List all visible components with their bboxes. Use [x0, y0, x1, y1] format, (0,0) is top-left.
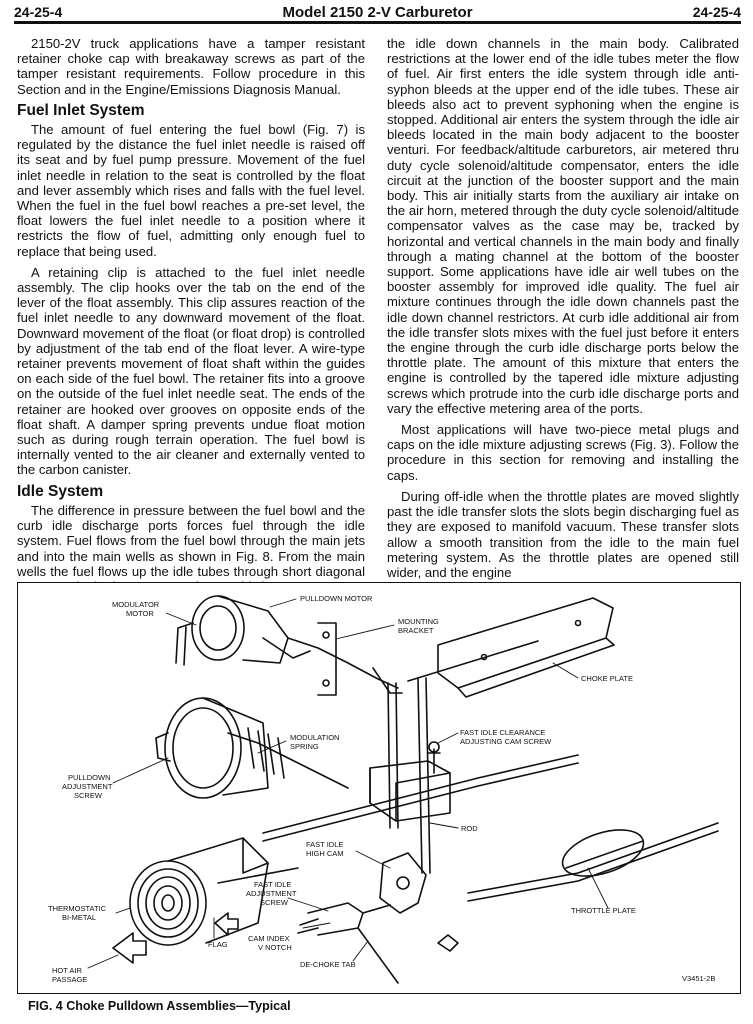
label-pulldown-motor: PULLDOWN MOTOR: [300, 594, 373, 603]
paragraph-intro: 2150-2V truck applications have a tamper resistant retainer choke cap with breakaway screws as part of the tamper resistant requirements. Follow procedure in this Section and in the Engine/Emissions Diagnosis Manual.: [17, 36, 365, 97]
label-modulator-motor-2: MOTOR: [126, 609, 154, 618]
label-flag: FLAG: [208, 940, 228, 949]
paragraph-idle-continued: the idle down channels in the main body. Calibrated restrictions at the lower end of the idle tubes meter the flow of fuel. Air first enters the idle system through idle anti-syphon bleeds at the upper end of the idle tubes. These air bleeds also act to prevent syphoning when the engine is stopped. Additional air enters the system through the idle air bleeds located in the main body adjacent to the booster venturi. For feedback/altitude carburetors, air metered thru duty cycle solenoid/altitude compensator, enters the idle circuit at the junction of the booster support and the main body. This air initially starts from the auxiliary air intake on the air horn, metered through the duty cycle solenoid/altitude compensator valves as the case may be, tracked by horizontal and vertical channels in the main body and finally through a mating channel at the bottom of the booster support. Some applications have idle air well tubes on the booster assembly for improved idle quality. The fuel air mixture continues through the idle down channels past the idle down channel restrictors. At curb idle additional air from the idle transfer slots mixes with the fuel just before it enters the engine through the curb idle discharge ports below the throttle plate. The amount of this mixture that enters the engine is controlled by the tapered idle mixture adjusting screws which protrude into the curb idle discharge ports and vary the effective metering area of the ports.: [387, 36, 739, 416]
label-thermostatic-2: BI-METAL: [62, 913, 97, 922]
heading-idle-system: Idle System: [17, 482, 104, 500]
label-fast-idle-clearance-2: ADJUSTING CAM SCREW: [460, 737, 552, 746]
page-title: Model 2150 2-V Carburetor: [282, 4, 473, 21]
paragraph-idle-1: The difference in pressure between the fuel bowl and the curb idle discharge ports forces fuel through the idle system. Fuel flows from the fuel bowl through the main jets and into the main wells as shown in Fig. 8. From the main wells the fuel flows up the idle tubes through short diagonal: [17, 502, 365, 579]
label-fast-idle-high-cam-2: HIGH CAM: [306, 849, 344, 858]
choke-assembly-illustration: [18, 583, 742, 995]
pulldown-motor-drawing: [176, 596, 398, 695]
label-thermostatic-1: THERMOSTATIC: [48, 904, 107, 913]
header-rule: [14, 21, 741, 24]
label-pulldown-adjustment-1: PULLDOWN: [68, 773, 111, 782]
page-number-right: 24-25-4: [692, 4, 741, 20]
figure-callouts: [48, 594, 715, 984]
right-column: [387, 36, 739, 586]
modulator-motor-drawing: [156, 698, 348, 798]
paragraph-metal-plugs: Most applications will have two-piece metal plugs and caps on the idle mixture adjusting screws (Fig. 3). Follow the procedure in this section for removing and installing the caps.: [387, 422, 739, 483]
label-hot-air-1: HOT AIR: [52, 966, 82, 975]
left-column: [17, 36, 365, 600]
label-throttle-plate: THROTTLE PLATE: [571, 906, 636, 915]
paragraph-fuel-inlet-1: The amount of fuel entering the fuel bowl (Fig. 7) is regulated by the distance the fuel inlet needle is raised off its seat and by fuel pump pressure. Movement of the fuel inlet needle in relation to the seat is controlled by the float and lever assembly which rises and falls with the fuel level. When the fuel in the fuel bowl reaches a pre-set level, the float lowers the fuel inlet needle to a position where it restricts the flow of fuel, admitting only enough fuel to replace that being used.: [17, 122, 365, 259]
figure-caption: FIG. 4 Choke Pulldown Assemblies—Typical: [28, 999, 291, 1013]
label-mounting-bracket-2: BRACKET: [398, 626, 434, 635]
label-fast-idle-clearance-1: FAST IDLE CLEARANCE: [460, 728, 546, 737]
fast-idle-bracket: [370, 742, 450, 821]
figure-reference-code: V3451-2B: [682, 974, 716, 983]
leader-lines: [88, 599, 608, 968]
label-cam-index-1: CAM INDEX: [248, 934, 290, 943]
page-number-left: 24-25-4: [14, 4, 63, 20]
label-fast-idle-adjustment-3: SCREW: [260, 898, 288, 907]
figure-choke-pulldown: [17, 582, 741, 994]
label-pulldown-adjustment-3: SCREW: [74, 791, 102, 800]
label-modulation-spring-2: SPRING: [290, 742, 319, 751]
label-fast-idle-adjustment-1: FAST IDLE: [254, 880, 292, 889]
label-rod: ROD: [461, 824, 478, 833]
label-de-choke-tab: DE-CHOKE TAB: [300, 960, 356, 969]
label-modulation-spring-1: MODULATION: [290, 733, 340, 742]
heading-fuel-inlet-system: Fuel Inlet System: [17, 101, 145, 119]
label-modulator-motor-1: MODULATOR: [112, 600, 160, 609]
label-hot-air-2: PASSAGE: [52, 975, 88, 984]
label-fast-idle-adjustment-2: ADJUSTMENT: [246, 889, 297, 898]
label-choke-plate: CHOKE PLATE: [581, 674, 633, 683]
label-cam-index-2: V NOTCH: [258, 943, 292, 952]
label-pulldown-adjustment-2: ADJUSTMENT: [62, 782, 113, 791]
paragraph-off-idle: During off-idle when the throttle plates are moved slightly past the idle transfer slots the slots begin discharging fuel as they are exposed to manifold vacuum. These transfer slots allow a smooth transition from the idle to the main fuel metering system. As the throttle plates are opened still wider, and the engine: [387, 488, 739, 580]
label-mounting-bracket-1: MOUNTING: [398, 617, 439, 626]
paragraph-fuel-inlet-2: A retaining clip is attached to the fuel inlet needle assembly. The clip hooks over the tab on the end of the lever of the float assembly. This clip assures reaction of the fuel inlet needle to any downward movement of the float. Downward movement of the float (or float drop) is controlled by adjustment of the tab end of the float lever. A wire-type retainer prevents movement of float shaft within the guides on each side of the fuel bowl. The retainer fits into a groove on the outside of the fuel inlet needle seat. The ends of the retainer are hooked over grooves on opposite ends of the float shaft. A damper spring prevents undue float motion such as during rough terrain operation. The fuel bowl is internally vented to the air cleaner and externally vented to the carbon canister.: [17, 264, 365, 478]
label-fast-idle-high-cam-1: FAST IDLE: [306, 840, 344, 849]
linkage-shafts: [263, 668, 718, 901]
